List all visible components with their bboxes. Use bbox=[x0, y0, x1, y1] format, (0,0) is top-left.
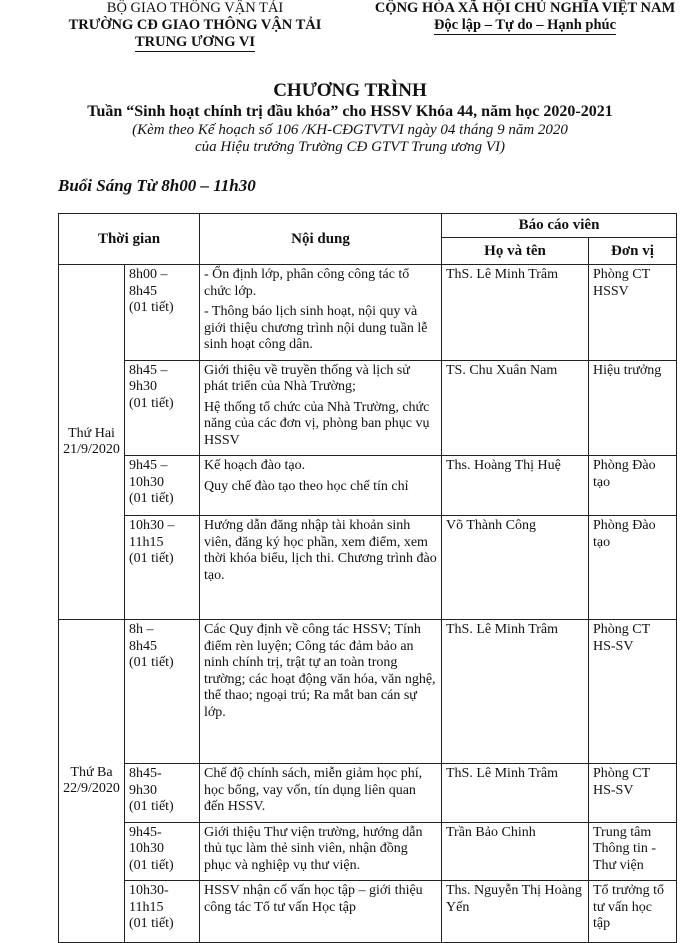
schedule-row bbox=[59, 456, 677, 516]
document-title-block bbox=[0, 80, 700, 156]
reference-note-line1: (Kèm theo Kế hoạch số 106 /KH-CĐGTVTVI ngày 04 tháng 9 năm 2020 bbox=[132, 122, 568, 138]
school-name: TRƯỜNG CĐ GIAO THÔNG VẬN TẢI bbox=[68, 17, 322, 33]
reporter-name: Võ Thành Công bbox=[442, 516, 589, 620]
national-motto: Độc lập – Tự do – Hạnh phúc bbox=[433, 17, 617, 33]
content-paragraph: Giới thiệu Thư viện trường, hướng dẫn thủ tục làm thẻ sinh viên, nhận đồng phục và nghiệp vụ thư viện. bbox=[204, 824, 423, 873]
schedule-row bbox=[59, 360, 677, 456]
reporter-unit: Phòng CT HSSV bbox=[589, 265, 677, 361]
header-time: Thời gian bbox=[59, 214, 200, 265]
time-cell bbox=[125, 881, 200, 943]
content-cell bbox=[200, 881, 442, 943]
reporter-name: ThS. Lê Minh Trâm bbox=[442, 265, 589, 361]
reporter-unit: Hiệu trưởng bbox=[589, 360, 677, 456]
document-title: CHƯƠNG TRÌNH bbox=[273, 80, 427, 101]
schedule-row bbox=[59, 822, 677, 881]
school-name-line2: TRUNG ƯƠNG VI bbox=[134, 34, 256, 50]
period-count: (01 tiết) bbox=[129, 395, 174, 411]
time-cell bbox=[125, 822, 200, 881]
day-cell bbox=[59, 620, 125, 943]
ministry-name: BỘ GIAO THÔNG VẬN TẢI bbox=[106, 0, 284, 16]
schedule-row bbox=[59, 265, 677, 361]
time-start: 9h45- bbox=[129, 824, 162, 840]
content-cell bbox=[200, 620, 442, 764]
time-end: 9h30 bbox=[129, 379, 157, 394]
day-date: 21/9/2020 bbox=[63, 442, 120, 457]
time-cell bbox=[125, 620, 200, 764]
header-name: Họ và tên bbox=[442, 238, 589, 265]
reporter-name: Ths. Nguyễn Thị Hoàng Yến bbox=[442, 881, 589, 943]
content-paragraph: HSSV nhận cố vấn học tập – giới thiệu công tác Tổ tư vấn Học tập bbox=[204, 883, 423, 915]
content-cell bbox=[200, 822, 442, 881]
day-cell bbox=[59, 265, 125, 620]
content-paragraph: Hướng dẫn đăng nhập tài khoản sinh viên, đăng ký học phần, xem điểm, xem thời khóa biểu, lịch thi. Chương trình đào tạo. bbox=[204, 518, 437, 583]
schedule-row bbox=[59, 620, 677, 764]
time-start: 9h45 – bbox=[129, 458, 168, 473]
day-label: Thứ Hai bbox=[68, 425, 115, 441]
reporter-unit: Tổ trưởng tổ tư vấn học tập bbox=[589, 881, 677, 943]
schedule-row bbox=[59, 881, 677, 943]
reporter-name: TS. Chu Xuân Nam bbox=[442, 360, 589, 456]
reporter-name: ThS. Lê Minh Trâm bbox=[442, 620, 589, 764]
time-end: 11h15 bbox=[129, 899, 164, 915]
content-paragraph: - Ổn định lớp, phân công công tác tổ chức lớp. bbox=[204, 267, 410, 299]
country-name: CỘNG HÒA XÃ HỘI CHỦ NGHĨA VIỆT NAM bbox=[374, 0, 676, 16]
day-label: Thứ Ba bbox=[70, 764, 113, 780]
content-paragraph: Chế độ chính sách, miễn giảm học phí, học bổng, vay vốn, tín dụng liên quan đến HSSV. bbox=[204, 766, 423, 814]
header-content: Nội dung bbox=[200, 214, 442, 265]
time-end: 9h30 bbox=[129, 782, 157, 798]
document-subtitle: Tuần “Sinh hoạt chính trị đầu khóa” cho HSSV Khóa 44, năm học 2020-2021 bbox=[87, 103, 613, 120]
period-count: (01 tiết) bbox=[129, 857, 174, 873]
time-end: 8h45 bbox=[129, 638, 157, 654]
day-date: 22/9/2020 bbox=[63, 781, 120, 796]
national-header bbox=[355, 0, 695, 35]
reporter-name: ThS. Lê Minh Trâm bbox=[442, 764, 589, 823]
period-count: (01 tiết) bbox=[129, 655, 174, 670]
content-paragraph: Quy chế đào tạo theo học chế tín chỉ bbox=[204, 478, 409, 494]
time-start: 8h45- bbox=[129, 766, 162, 781]
content-cell bbox=[200, 764, 442, 823]
time-end: 10h30 bbox=[129, 841, 164, 856]
time-end: 8h45 bbox=[129, 283, 157, 299]
period-count: (01 tiết) bbox=[129, 916, 174, 931]
reporter-unit: Phòng CT HS-SV bbox=[589, 764, 677, 823]
time-end: 10h30 bbox=[129, 474, 164, 490]
reporter-unit: Phòng Đào tạo bbox=[589, 516, 677, 620]
schedule-row bbox=[59, 516, 677, 620]
time-start: 8h – bbox=[129, 622, 154, 637]
schedule-row bbox=[59, 764, 677, 823]
time-start: 8h00 – bbox=[129, 267, 168, 282]
reporter-name: Ths. Hoàng Thị Huệ bbox=[442, 456, 589, 516]
time-end: 11h15 bbox=[129, 534, 164, 550]
content-paragraph: Hệ thống tổ chức của Nhà Trường, chức năng của các đơn vị, phòng ban phục vụ HSSV bbox=[204, 399, 430, 448]
content-paragraph: Các Quy định về công tác HSSV; Tính điểm rèn luyện; Công tác đảm bảo an ninh chính trị, trật tự an toàn trong trường; các hoạt động văn hóa, văn nghệ, thể thao; ngoại trú; Ra mắt ban cán sự lớp. bbox=[204, 622, 436, 720]
content-cell bbox=[200, 456, 442, 516]
issuer-header bbox=[50, 0, 340, 52]
content-paragraph: - Thông báo lịch sinh hoạt, nội quy và giới thiệu chương trình nội dung tuần lễ sinh hoạt công dân. bbox=[204, 304, 428, 352]
session-heading: Buổi Sáng Từ 8h00 – 11h30 bbox=[58, 176, 256, 195]
time-cell bbox=[125, 265, 200, 361]
time-start: 8h45 – bbox=[129, 362, 168, 378]
time-cell bbox=[125, 764, 200, 823]
reporter-unit: Phòng CT HS-SV bbox=[589, 620, 677, 764]
content-paragraph: Giới thiệu về truyền thống và lịch sử phát triển của Nhà Trường; bbox=[204, 362, 410, 394]
reporter-name: Trần Bảo Chinh bbox=[442, 822, 589, 881]
period-count: (01 tiết) bbox=[129, 300, 174, 315]
content-cell bbox=[200, 516, 442, 620]
period-count: (01 tiết) bbox=[129, 551, 174, 566]
period-count: (01 tiết) bbox=[129, 799, 174, 814]
content-paragraph: Kế hoạch đào tạo. bbox=[204, 458, 306, 473]
time-cell bbox=[125, 516, 200, 620]
reporter-unit: Phòng Đào tạo bbox=[589, 456, 677, 516]
time-cell bbox=[125, 456, 200, 516]
content-cell bbox=[200, 360, 442, 456]
schedule-table bbox=[58, 213, 677, 943]
time-start: 10h30 – bbox=[129, 518, 175, 533]
time-start: 10h30- bbox=[129, 883, 169, 898]
reporter-unit: Trung tâm Thông tin - Thư viện bbox=[589, 822, 677, 881]
period-count: (01 tiết) bbox=[129, 491, 174, 506]
reference-note-line2: của Hiệu trưởng Trường CĐ GTVT Trung ương VI) bbox=[195, 139, 505, 155]
header-reporter: Báo cáo viên bbox=[442, 214, 677, 238]
header-unit: Đơn vị bbox=[589, 238, 677, 265]
content-cell bbox=[200, 265, 442, 361]
time-cell bbox=[125, 360, 200, 456]
